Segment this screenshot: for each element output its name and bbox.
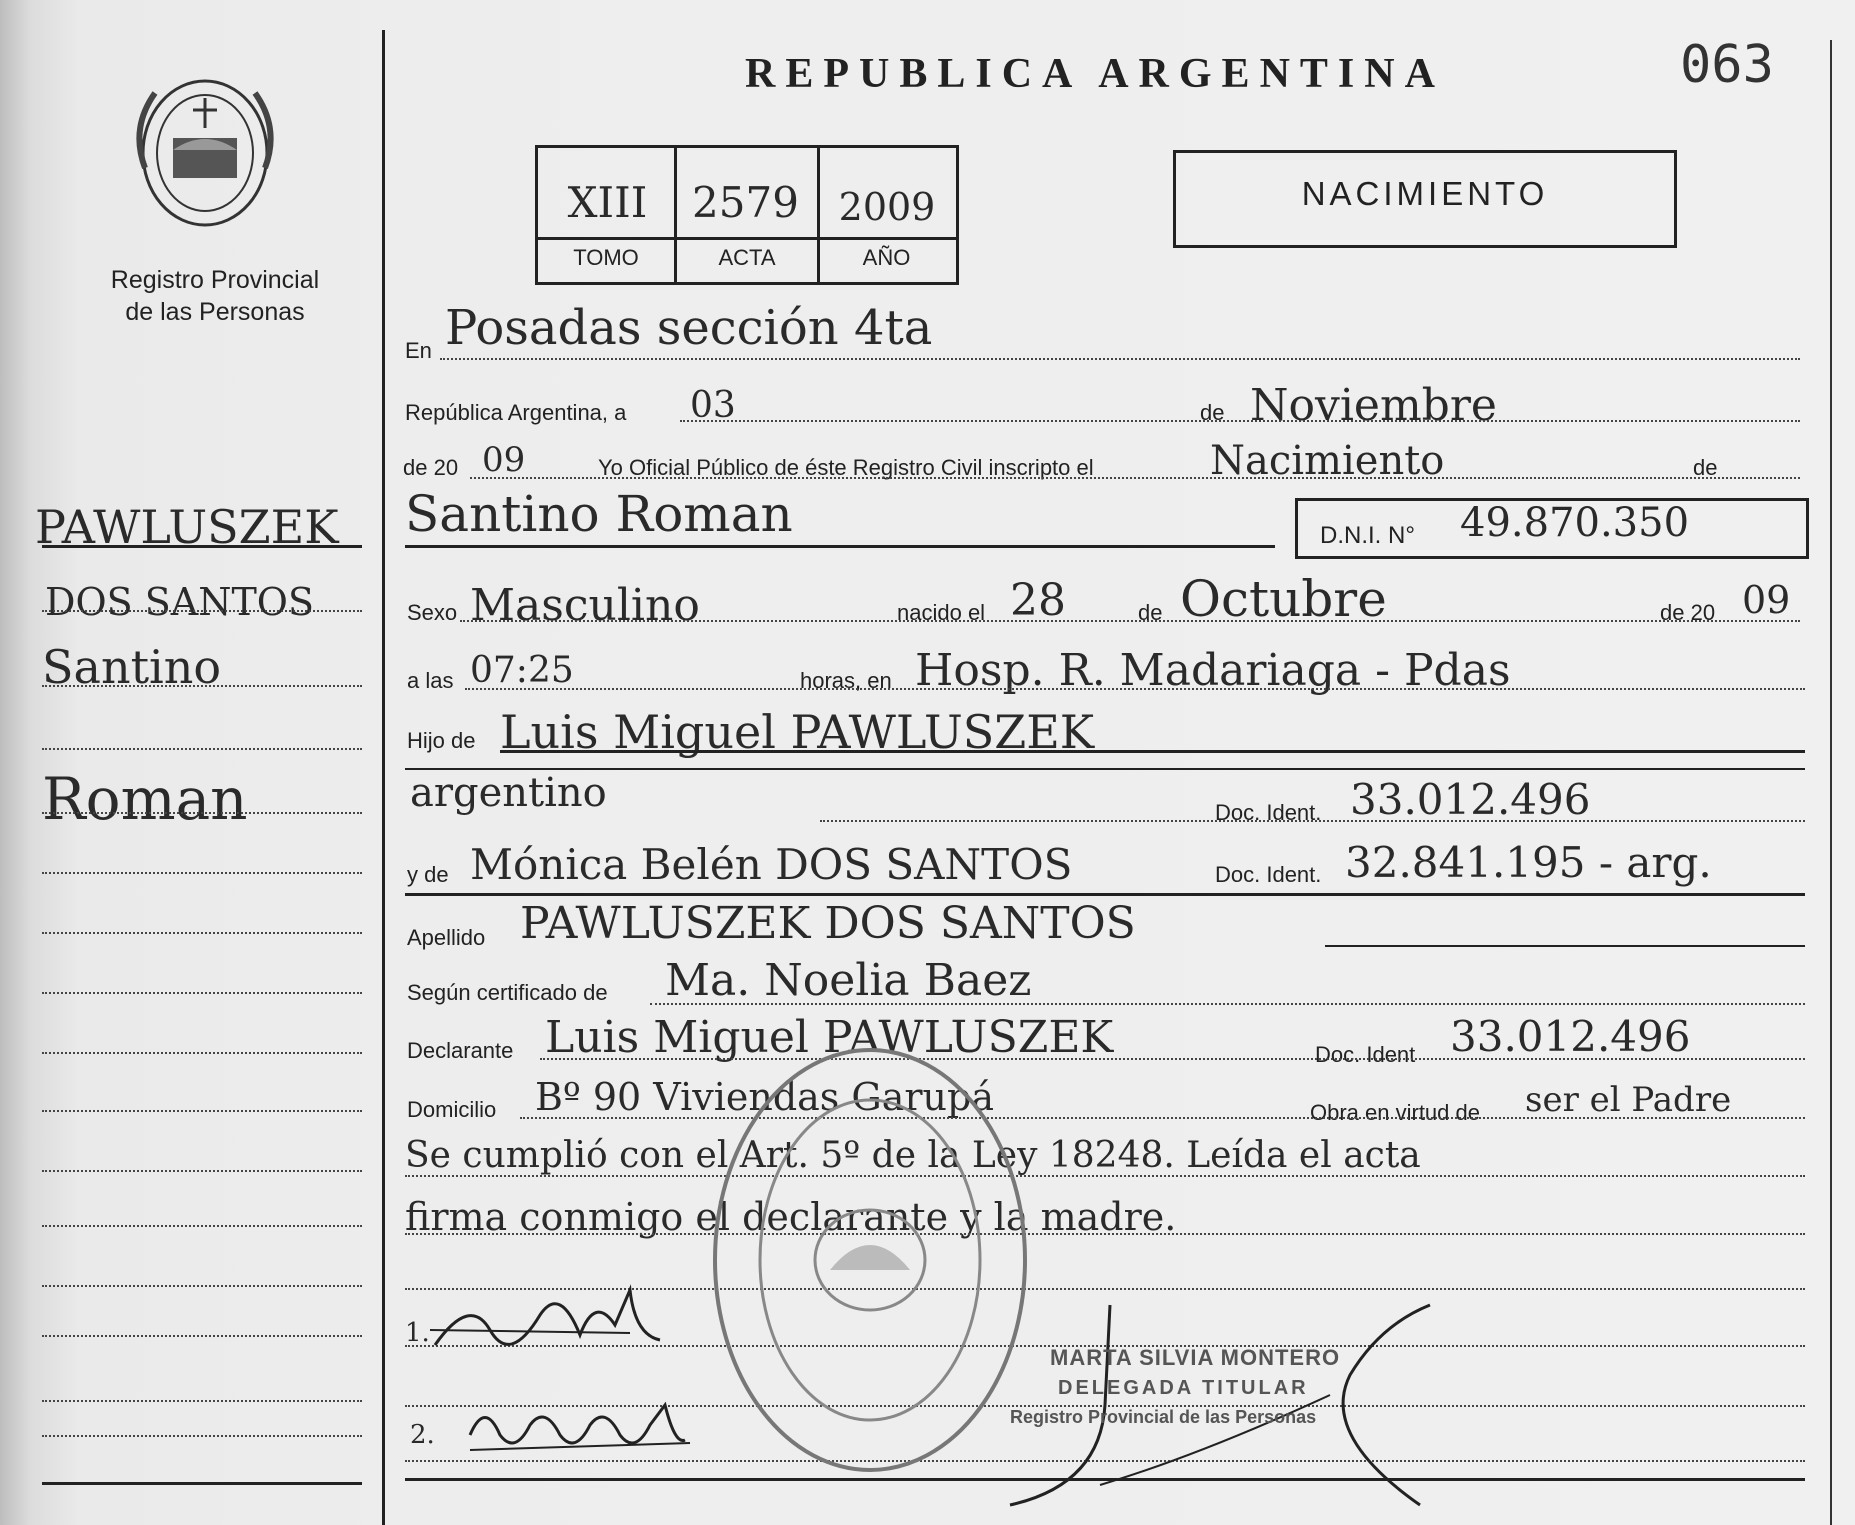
- year-prefix: de 20: [403, 455, 459, 480]
- form-rule: [465, 688, 1805, 690]
- margin-surname1: PAWLUSZEK: [35, 500, 339, 554]
- note-line1: Se cumplió con el Art. 5º de la Ley 18248. Leída el acta: [405, 1135, 1421, 1176]
- note-line2: firma conmigo el declarante y la madre.: [405, 1195, 1177, 1239]
- margin-divider: [382, 30, 385, 1525]
- a-las-label: a las: [407, 668, 454, 693]
- father-nationality: argentino: [410, 770, 607, 816]
- mother-name: Mónica Belén DOS SANTOS: [470, 840, 1073, 889]
- mother-signature-icon: [465, 1395, 695, 1470]
- declarante-label: Declarante: [407, 1038, 514, 1063]
- oficial-text: Yo Oficial Público de éste Registro Civil inscripto el: [598, 455, 1094, 480]
- country-title: REPUBLICA ARGENTINA: [745, 51, 1445, 97]
- signature-mark2: 2.: [410, 1420, 435, 1450]
- registry-name: [75, 264, 355, 328]
- margin-rule: [42, 872, 362, 874]
- year-suffix: 09: [482, 440, 526, 480]
- hijo-label: Hijo de: [407, 728, 476, 753]
- dni-value: 49.870.350: [1460, 500, 1690, 546]
- margin-rule: [42, 1052, 362, 1054]
- signature-mark1: 1.: [405, 1318, 430, 1348]
- form-rule: [1325, 945, 1805, 947]
- form-rule: [500, 750, 1805, 753]
- registry-name-line2: de las Personas: [125, 298, 305, 326]
- anio-value: 2009: [838, 185, 936, 229]
- margin-rule: [42, 1400, 362, 1402]
- dni-label: D.N.I. N°: [1320, 522, 1415, 549]
- sexo-label: Sexo: [407, 600, 458, 625]
- de-label3: de: [1138, 600, 1163, 625]
- margin-given2: Roman: [42, 765, 248, 833]
- father-name: Luis Miguel PAWLUSZEK: [500, 705, 1095, 759]
- child-name: Santino Roman: [405, 485, 793, 543]
- de-label: de: [1200, 400, 1225, 425]
- father-doc: 33.012.496: [1350, 775, 1591, 824]
- record-type: NACIMIENTO: [1301, 175, 1549, 212]
- anio-label: AÑO: [862, 245, 911, 270]
- birth-month: Octubre: [1180, 570, 1387, 628]
- official-stamp-icon: [705, 1040, 1035, 1480]
- official-title: DELEGADA TITULAR: [1058, 1377, 1309, 1399]
- official-office: Registro Provincial de las Personas: [1010, 1407, 1317, 1427]
- nacido-label: nacido el: [897, 600, 986, 625]
- margin-rule: [42, 545, 362, 548]
- mother-doc: 32.841.195 - arg.: [1345, 838, 1712, 887]
- event-value: Nacimiento: [1210, 438, 1445, 484]
- margin-rule: [42, 1435, 362, 1437]
- form-rule: [820, 820, 1805, 822]
- right-border: [1830, 40, 1832, 1525]
- form-rule: [405, 893, 1805, 896]
- form-rule: [405, 768, 1805, 770]
- doc-label3: Doc. Ident: [1315, 1042, 1416, 1067]
- domicilio-label: Domicilio: [407, 1097, 497, 1122]
- form-rule: [405, 1175, 1805, 1177]
- margin-rule: [42, 812, 362, 814]
- margin-rule: [42, 610, 362, 612]
- domicilio-value: Bº 90 Viviendas Garupá: [535, 1075, 995, 1119]
- form-rule: [405, 545, 1275, 548]
- official-name: MARTA SILVIA MONTERO: [1050, 1345, 1341, 1370]
- y-de-label: y de: [407, 862, 449, 887]
- de-label2: de: [1693, 455, 1718, 480]
- acta-label: ACTA: [718, 245, 776, 270]
- doc-label2: Doc. Ident.: [1215, 862, 1322, 887]
- tomo-value: XIII: [567, 178, 648, 227]
- margin-rule: [42, 1170, 362, 1172]
- form-rule: [440, 358, 1800, 360]
- margin-rule: [42, 1110, 362, 1112]
- birth-place: Hosp. R. Madariaga - Pdas: [915, 645, 1511, 696]
- birth-day: 28: [1010, 575, 1066, 626]
- doc-label: Doc. Ident.: [1215, 800, 1322, 825]
- form-rule: [460, 620, 1800, 622]
- declarante-doc: 33.012.496: [1450, 1012, 1691, 1061]
- margin-given1: Santino: [42, 640, 222, 694]
- day-value: 03: [690, 385, 736, 426]
- margin-rule: [42, 748, 362, 750]
- apellido-value: PAWLUSZEK DOS SANTOS: [520, 898, 1136, 949]
- sexo-value: Masculino: [470, 580, 700, 631]
- obra-label: Obra en virtud de: [1310, 1100, 1480, 1125]
- acta-value: 2579: [692, 178, 799, 227]
- birth-year-suffix: 09: [1742, 578, 1791, 622]
- form-rule: [470, 477, 1800, 479]
- margin-rule: [42, 1335, 362, 1337]
- margin-rule: [42, 1285, 362, 1287]
- segun-value: Ma. Noelia Baez: [665, 955, 1032, 1006]
- table-divider: [535, 237, 956, 240]
- provincial-seal-icon: [125, 68, 285, 238]
- page-number: 063: [1680, 35, 1774, 95]
- form-rule: [680, 420, 1800, 422]
- margin-rule: [42, 685, 362, 687]
- form-rule: [650, 1003, 1805, 1005]
- official-signature-icon: [1000, 1285, 1450, 1515]
- apellido-label: Apellido: [407, 925, 486, 950]
- margin-rule: [42, 932, 362, 934]
- month-value: Noviembre: [1250, 380, 1497, 431]
- birth-time: 07:25: [470, 650, 574, 691]
- obra-value: ser el Padre: [1525, 1080, 1732, 1120]
- margin-rule: [42, 1482, 362, 1485]
- form-rule: [405, 1233, 1805, 1235]
- margin-surname2: DOS SANTOS: [45, 580, 314, 624]
- margin-rule: [42, 992, 362, 994]
- republica-label: República Argentina, a: [405, 400, 627, 425]
- declarante-value: Luis Miguel PAWLUSZEK: [545, 1012, 1114, 1063]
- registry-name-line1: Registro Provincial: [110, 266, 320, 294]
- en-value: Posadas sección 4ta: [445, 300, 933, 356]
- declarant-signature-icon: [430, 1275, 670, 1365]
- margin-rule: [42, 1225, 362, 1227]
- en-label: En: [405, 338, 432, 363]
- segun-label: Según certificado de: [407, 980, 608, 1005]
- tomo-label: TOMO: [573, 245, 639, 270]
- horas-label: horas, en: [800, 668, 892, 693]
- birth-year-prefix: de 20: [1660, 600, 1716, 625]
